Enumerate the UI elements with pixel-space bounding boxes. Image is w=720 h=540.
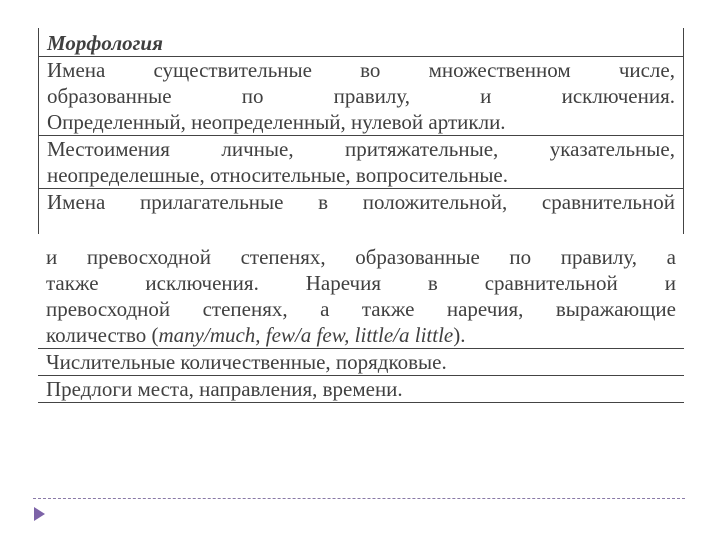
text-line: и превосходной степенях, образованные по правилу, а xyxy=(46,245,676,269)
text-line: Имена существительные во множественном числе, xyxy=(47,58,675,82)
table-row-nouns xyxy=(39,56,683,135)
table-row-pronouns xyxy=(39,135,683,188)
triangle-right-icon xyxy=(34,507,45,521)
text-line: Имена прилагательные в положительной, сравнительной xyxy=(47,190,675,214)
table-row-numerals xyxy=(38,348,684,375)
morphology-table-top xyxy=(38,28,684,234)
text-line: Предлоги места, направления, времени. xyxy=(46,377,403,401)
slide-footer-divider xyxy=(33,498,685,499)
text-line: неопределешные, относительные, вопросительные. xyxy=(47,163,508,187)
text-line: образованные по правилу, и исключения. xyxy=(47,84,675,108)
table-row-prepositions xyxy=(38,375,684,403)
text-line: Определенный, неопределенный, нулевой артикли. xyxy=(47,110,506,134)
table-row-adjectives xyxy=(39,188,683,215)
text-line: превосходной степенях, а также наречия, выражающие xyxy=(46,297,676,321)
text-line: также исключения. Наречия в сравнительной и xyxy=(46,271,676,295)
morphology-table-bottom xyxy=(38,244,684,424)
english-examples: many/much, few/a few, little/a little xyxy=(158,323,454,347)
text-line: Местоимения личные, притяжательные, указательные, xyxy=(47,137,675,161)
text-line: Числительные количественные, порядковые. xyxy=(46,350,447,374)
section-heading: Морфология xyxy=(47,31,163,55)
text-line: количество ( many/much, few/a few, little/a little ). xyxy=(46,323,466,347)
table-row-adjectives-continued xyxy=(38,244,684,348)
